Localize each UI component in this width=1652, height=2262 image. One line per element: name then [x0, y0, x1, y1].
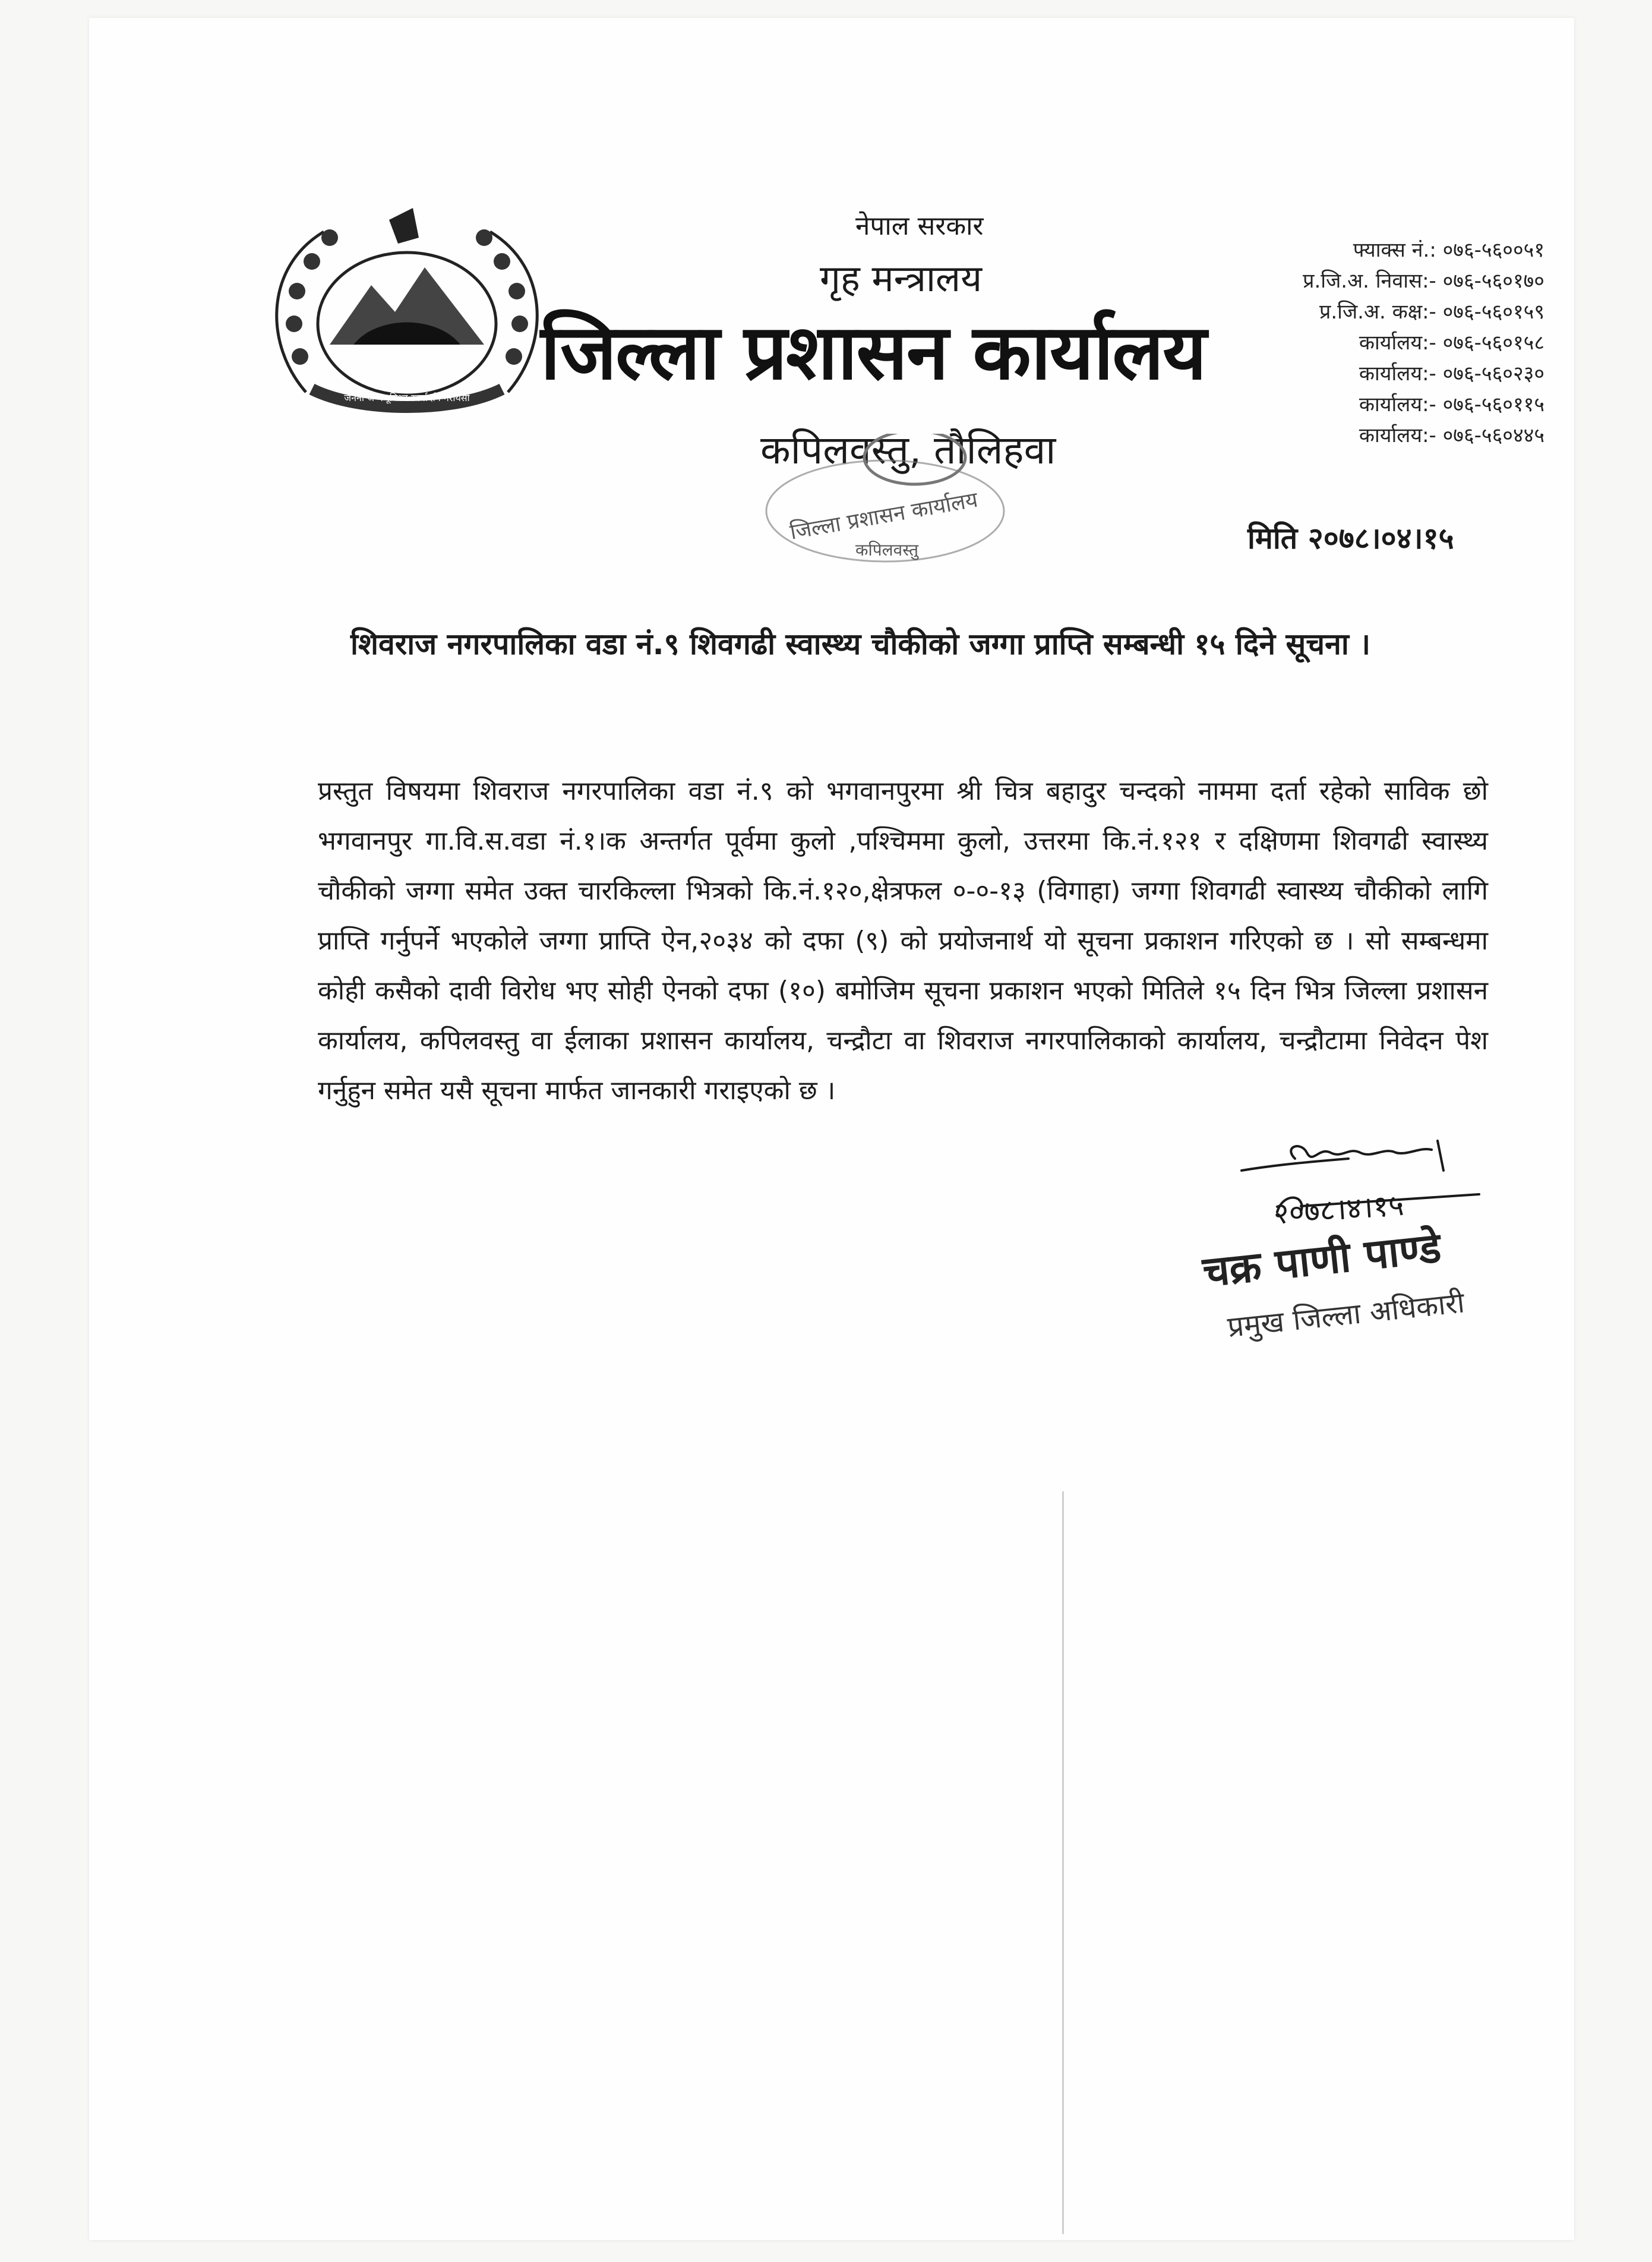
ministry-name: गृह मन्त्रालय — [820, 257, 983, 300]
contact-cdo-office: प्र.जि.अ. कक्ष:- ०७६-५६०१५९ — [1319, 300, 1544, 324]
document-page — [89, 18, 1574, 2240]
nepal-emblem-icon — [241, 196, 573, 422]
office-stamp-icon — [719, 434, 1051, 576]
contact-office-1: कार्यालय:- ०७६-५६०१५८ — [1359, 331, 1544, 355]
notice-date: मिति २०७८।०४।१५ — [1247, 521, 1454, 556]
contact-office-2: कार्यालय:- ०७६-५६०२३० — [1359, 362, 1544, 386]
svg-text:जननी जन्मभूमिश्च स्वर्गादपि गर: जननी जन्मभूमिश्च स्वर्गादपि गरीयसी — [344, 392, 470, 403]
notice-body: प्रस्तुत विषयमा शिवराज नगरपालिका वडा नं.९ को भगवानपुरमा श्री चित्र बहादुर चन्दको नाममा दर्ता रहेको साविक छो भगवानपुर गा.वि.स.वडा नं.१।क अन्तर्गत पूर्वमा कुलो ,पश्चिममा कुलो, उत्तरमा कि.नं.१२१ र दक्षिणमा शिवगढी स्वास्थ्य चौकीको जग्गा समेत उक्त चारकिल्ला भित्रको कि.नं.१२०,क्षेत्रफल ०-०-१३ (विगाहा) जग्गा शिवगढी स्वास्थ्य चौकीको लागि प्राप्ति गर्नुपर्ने भएकोले जग्गा प्राप्ति ऐन,२०३४ को दफा (९) को प्रयोजनार्थ यो सूचना प्रकाशन गरिएको छ । सो सम्बन्धमा कोही कसैको दावी विरोध भए सोही ऐनको दफा (१०) बमोजिम सूचना प्रकाशन भएको मितिले १५ दिन भित्र जिल्ला प्रशासन कार्यालय, कपिलवस्तु वा ईलाका प्रशासन कार्यालय, चन्द्रौटा वा शिवराज नगरपालिकाको कार्यालय, चन्द्रौटामा निवेदन पेश गर्नुहुन समेत यसै सूचना मार्फत जानकारी गराइएको छ । — [318, 776, 1488, 1106]
notice-subject: शिवराज नगरपालिका वडा नं.९ शिवगढी स्वास्थ्य चौकीको जग्गा प्राप्ति सम्बन्धी १५ दिने सूचना । — [350, 627, 1371, 661]
contact-cdo-residence: प्र.जि.अ. निवास:- ०७६-५६०१७० — [1303, 269, 1544, 293]
contact-office-3: कार्यालय:- ०७६-५६०११५ — [1359, 393, 1544, 417]
signer-name: चक्र पाणी पाण्डे — [1201, 1223, 1443, 1297]
signer-title: प्रमुख जिल्ला अधिकारी — [1225, 1286, 1466, 1345]
office-location: कपिलवस्तु, तौलिहवा — [760, 427, 1056, 473]
office-name: जिल्ला प्रशासन कार्यालय — [541, 308, 1206, 397]
contact-office-4: कार्यालय:- ०७६-५६०४४५ — [1359, 424, 1544, 447]
fold-line — [1062, 1491, 1064, 2234]
stamp-text-district: कपिलवस्तु — [855, 540, 919, 560]
stamp-text-office: जिल्ला प्रशासन कार्यालय — [788, 487, 980, 545]
contact-list — [1212, 235, 1544, 451]
signature-date: २०७८।४।१५ — [1272, 1187, 1405, 1231]
government-name: नेपाल सरकार — [855, 211, 984, 241]
contact-fax: फ्याक्स नं.: ०७६-५६००५१ — [1353, 238, 1544, 262]
